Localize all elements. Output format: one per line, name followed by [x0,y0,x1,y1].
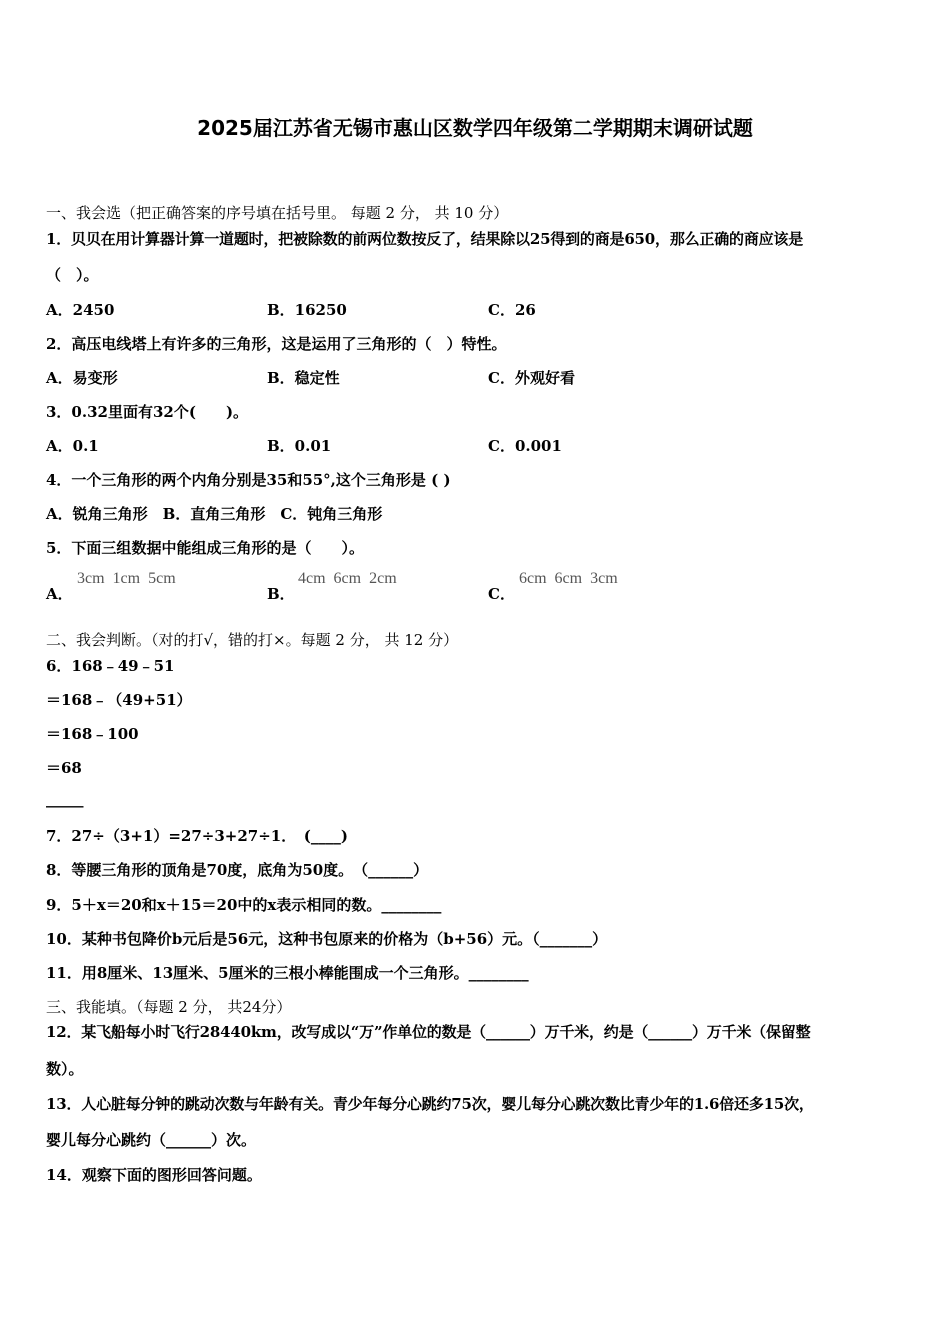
question-11: 11．用8厘米、13厘米、5厘米的三根小棒能围成一个三角形。________ [46,964,529,982]
question-6-line-1: 6．168﹣49﹣51 [46,657,175,675]
question-9: 9．5＋x＝20和x＋15＝20中的x表示相同的数。________ [46,896,442,914]
question-7: 7．27÷（3+1）=27÷3+27÷1． (____) [46,827,348,845]
question-5-option-c-lengths: 6cm 6cm 3cm [519,570,618,587]
question-2-option-a: A．易变形 [46,369,118,387]
section-2-heading: 二、我会判断。（对的打√，错的打×。每题 2 分， 共 12 分） [46,631,459,649]
question-6-answer-blank: _____ [46,790,84,808]
question-14-stem: 14．观察下面的图形回答问题。 [46,1166,262,1184]
question-1-option-c: C．26 [488,301,536,319]
question-5-option-a-lengths: 3cm 1cm 5cm [77,570,176,587]
question-6-line-2: ＝168﹣（49+51） [46,691,192,709]
question-10: 10．某种书包降价b元后是56元，这种书包原来的价格为（b+56）元。（_______） [46,930,608,948]
question-2-option-b: B．稳定性 [267,369,340,387]
page-title: 2025届江苏省无锡市惠山区数学四年级第二学期期末调研试题 [197,116,753,140]
question-2-option-c: C．外观好看 [488,369,575,387]
question-5-option-b-label: B． [267,585,295,603]
question-13-stem-cont: 婴儿每分心跳约（______）次。 [46,1131,257,1149]
section-1-heading: 一、我会选（把正确答案的序号填在括号里。 每题 2 分， 共 10 分） [46,204,509,222]
question-1-stem: 1．贝贝在用计算器计算一道题时，把被除数的前两位数按反了，结果除以25得到的商是650，那么正确的商应该是 [46,230,804,248]
question-5-option-a-label: A． [46,585,73,603]
question-13-stem: 13．人心脏每分钟的跳动次数与年龄有关。青少年每分心跳约75次，婴儿每分心跳次数比青少年的1.6倍还多15次， [46,1095,814,1113]
question-6-line-4: ＝68 [46,759,82,777]
question-3-option-a: A．0.1 [46,437,99,455]
question-3-stem: 3．0.32里面有32个( )。 [46,403,249,421]
question-5-option-b-lengths: 4cm 6cm 2cm [298,570,397,587]
question-3-option-c: C．0.001 [488,437,562,455]
question-5-option-c-label: C． [488,585,515,603]
section-3-heading: 三、我能填。（每题 2 分， 共24分） [46,998,292,1016]
question-6-line-3: ＝168﹣100 [46,725,139,743]
question-5-stem: 5．下面三组数据中能组成三角形的是（ ）。 [46,539,364,557]
question-1-option-a: A．2450 [46,301,115,319]
question-1-option-b: B．16250 [267,301,347,319]
question-2-stem: 2．高压电线塔上有许多的三角形，这是运用了三角形的（ ）特性。 [46,335,507,353]
question-8: 8．等腰三角形的顶角是70度，底角为50度。 （______） [46,861,429,879]
question-4-options: A．锐角三角形 B．直角三角形 C．钝角三角形 [46,505,383,523]
question-12-stem: 12．某飞船每小时飞行28440km，改写成以“万”作单位的数是（______）万千米，约是（______）万千米（保留整 [46,1023,811,1041]
question-3-option-b: B．0.01 [267,437,332,455]
question-4-stem: 4．一个三角形的两个内角分别是35和55°,这个三角形是 ( ) [46,471,451,489]
question-1-stem-cont: （ ）。 [46,266,99,284]
question-12-stem-cont: 数）。 [46,1060,84,1078]
